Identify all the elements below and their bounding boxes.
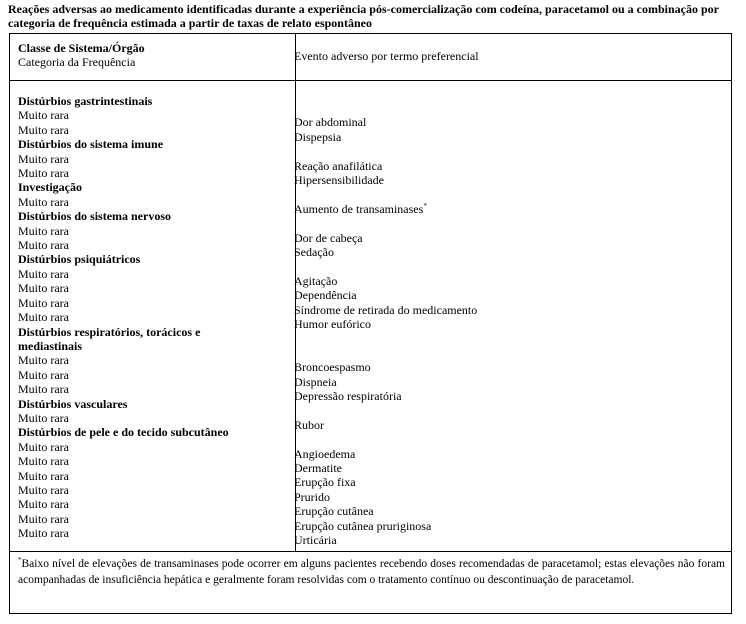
header-divider bbox=[10, 80, 731, 81]
row-spacer bbox=[294, 144, 724, 158]
frequency-cell bbox=[18, 382, 288, 396]
frequency-cell bbox=[18, 267, 288, 281]
row-text: Muito rara bbox=[18, 151, 69, 166]
category-heading bbox=[18, 325, 288, 339]
row-text: Muito rara bbox=[18, 497, 69, 512]
row-text: Erupção fixa bbox=[294, 475, 356, 490]
row-text: Muito rara bbox=[18, 511, 69, 526]
row-spacer bbox=[294, 432, 724, 446]
row-text: Síndrome de retirada do medicamento bbox=[294, 302, 478, 317]
row-text: Dor abdominal bbox=[294, 115, 367, 130]
adverse-event-cell bbox=[294, 159, 724, 173]
footnote-reference: * bbox=[423, 201, 427, 210]
row-spacer bbox=[294, 403, 724, 417]
row-spacer bbox=[294, 187, 724, 201]
frequency-cell bbox=[18, 526, 288, 540]
row-text: Distúrbios psiquiátricos bbox=[18, 252, 141, 267]
row-text: Muito rara bbox=[18, 295, 69, 310]
category-heading bbox=[18, 209, 288, 223]
row-text: Muito rara bbox=[18, 468, 69, 483]
row-text: Distúrbios do sistema imune bbox=[18, 137, 164, 152]
row-text: Erupção cutânea bbox=[294, 504, 374, 519]
adverse-event-cell bbox=[294, 288, 724, 302]
row-text: Rubor bbox=[294, 417, 324, 432]
frequency-cell bbox=[18, 123, 288, 137]
frequency-cell bbox=[18, 512, 288, 526]
row-text: Muito rara bbox=[18, 238, 69, 253]
category-heading bbox=[18, 339, 288, 353]
table-title: Reações adversas ao medicamento identificadas durante a experiência pós-comercialização com codeína, paracetamol ou a combinação por categoria de frequência estimada a partir de taxas de relato espontâneo bbox=[8, 2, 719, 30]
row-text: Muito rara bbox=[18, 166, 69, 181]
header-col1-subtitle: Categoria da Frequência bbox=[18, 55, 136, 70]
row-text: Muito rara bbox=[18, 439, 69, 454]
adverse-event-cell bbox=[294, 360, 724, 374]
footnote bbox=[18, 556, 725, 588]
adverse-event-cell bbox=[294, 389, 724, 403]
adverse-event-cell bbox=[294, 303, 724, 317]
row-text: Dispepsia bbox=[294, 129, 342, 144]
category-heading bbox=[18, 137, 288, 151]
row-text: Sedação bbox=[294, 245, 334, 259]
frequency-cell bbox=[18, 483, 288, 497]
row-text: Dermatite bbox=[294, 461, 342, 476]
row-text: Aumento de transaminases bbox=[294, 201, 424, 216]
row-text: Distúrbios do sistema nervoso bbox=[18, 209, 172, 224]
row-text: Muito rara bbox=[18, 482, 69, 497]
category-heading bbox=[18, 425, 288, 439]
frequency-cell bbox=[18, 224, 288, 238]
row-text: Muito rara bbox=[18, 410, 69, 425]
row-spacer bbox=[294, 101, 724, 115]
adverse-reactions-table bbox=[9, 33, 732, 614]
adverse-event-cell bbox=[294, 504, 724, 518]
frequency-cell bbox=[18, 440, 288, 454]
footnote-text: Baixo nível de elevações de transaminases pode ocorrer em alguns pacientes recebendo doses recomendadas de paracetamol; estas elevações não foram acompanhadas de insuficiência hepática e geralmente foram resolvidas com o tratamento contínuo ou descontinuação de paracetamol. bbox=[18, 558, 725, 586]
frequency-cell bbox=[18, 469, 288, 483]
row-spacer bbox=[294, 346, 724, 360]
row-text: Investigação bbox=[18, 180, 82, 195]
row-text: Muito rara bbox=[18, 526, 69, 541]
row-text: Depressão respiratória bbox=[294, 389, 402, 404]
adverse-event-cell bbox=[294, 231, 724, 245]
footnote-marker: * bbox=[18, 556, 22, 565]
row-text: Agitação bbox=[294, 273, 338, 288]
row-text: Muito rara bbox=[18, 454, 69, 469]
row-text: Hipersensibilidade bbox=[294, 173, 384, 187]
category-heading bbox=[18, 397, 288, 411]
row-text: Dor de cabeça bbox=[294, 230, 363, 245]
row-spacer bbox=[294, 331, 724, 345]
row-text: Erupção cutânea pruriginosa bbox=[294, 518, 432, 533]
left-column-body bbox=[18, 94, 288, 541]
adverse-event-cell bbox=[294, 375, 724, 389]
adverse-event-cell bbox=[294, 130, 724, 144]
frequency-cell bbox=[18, 497, 288, 511]
frequency-cell bbox=[18, 152, 288, 166]
frequency-cell bbox=[18, 166, 288, 180]
frequency-cell bbox=[18, 195, 288, 209]
row-text: mediastinais bbox=[18, 338, 83, 353]
row-text: Urticária bbox=[294, 533, 337, 548]
adverse-event-cell bbox=[294, 245, 724, 259]
right-column-body bbox=[294, 101, 724, 547]
frequency-cell bbox=[18, 296, 288, 310]
row-text: Muito rara bbox=[18, 266, 69, 281]
row-text: Muito rara bbox=[18, 122, 69, 137]
adverse-event-cell bbox=[294, 418, 724, 432]
adverse-event-cell bbox=[294, 490, 724, 504]
row-text: Humor eufórico bbox=[294, 317, 371, 332]
row-text: Dependência bbox=[294, 288, 357, 303]
row-text: Reação anafilática bbox=[294, 158, 383, 173]
row-text: Distúrbios respiratórios, torácicos e bbox=[18, 324, 201, 339]
row-text: Distúrbios de pele e do tecido subcutâneo bbox=[18, 425, 229, 440]
header-col1-title: Classe de Sistema/Órgão bbox=[18, 41, 145, 55]
header-col2 bbox=[294, 49, 724, 63]
adverse-event-cell bbox=[294, 519, 724, 533]
frequency-cell bbox=[18, 281, 288, 295]
category-heading bbox=[18, 94, 288, 108]
frequency-cell bbox=[18, 238, 288, 252]
adverse-event-cell bbox=[294, 447, 724, 461]
row-text: Dispneia bbox=[294, 374, 337, 389]
row-text: Distúrbios gastrintestinais bbox=[18, 94, 153, 108]
row-text: Muito rara bbox=[18, 194, 69, 209]
frequency-cell bbox=[18, 411, 288, 425]
row-text: Prurido bbox=[294, 489, 330, 504]
frequency-cell bbox=[18, 368, 288, 382]
adverse-event-cell bbox=[294, 533, 724, 547]
row-text: Muito rara bbox=[18, 353, 69, 368]
adverse-event-cell bbox=[294, 202, 724, 216]
adverse-event-cell bbox=[294, 317, 724, 331]
frequency-cell bbox=[18, 454, 288, 468]
row-spacer bbox=[294, 259, 724, 273]
row-text: Broncoespasmo bbox=[294, 360, 371, 375]
row-text: Distúrbios vasculares bbox=[18, 396, 128, 411]
row-text: Angioedema bbox=[294, 446, 356, 461]
row-text: Muito rara bbox=[18, 108, 69, 123]
adverse-event-cell bbox=[294, 173, 724, 187]
row-text: Muito rara bbox=[18, 382, 69, 397]
row-text: Muito rara bbox=[18, 310, 69, 325]
footnote-divider bbox=[10, 551, 731, 552]
frequency-cell bbox=[18, 353, 288, 367]
adverse-event-cell bbox=[294, 115, 724, 129]
row-text: Muito rara bbox=[18, 367, 69, 382]
header-col1 bbox=[18, 41, 288, 70]
row-spacer bbox=[294, 216, 724, 230]
row-text: Muito rara bbox=[18, 281, 69, 296]
category-heading bbox=[18, 180, 288, 194]
adverse-event-cell bbox=[294, 274, 724, 288]
header-col2-title: Evento adverso por termo preferencial bbox=[294, 49, 479, 63]
row-text: Muito rara bbox=[18, 223, 69, 238]
adverse-event-cell bbox=[294, 461, 724, 475]
category-heading bbox=[18, 252, 288, 266]
frequency-cell bbox=[18, 310, 288, 324]
frequency-cell bbox=[18, 108, 288, 122]
adverse-event-cell bbox=[294, 475, 724, 489]
